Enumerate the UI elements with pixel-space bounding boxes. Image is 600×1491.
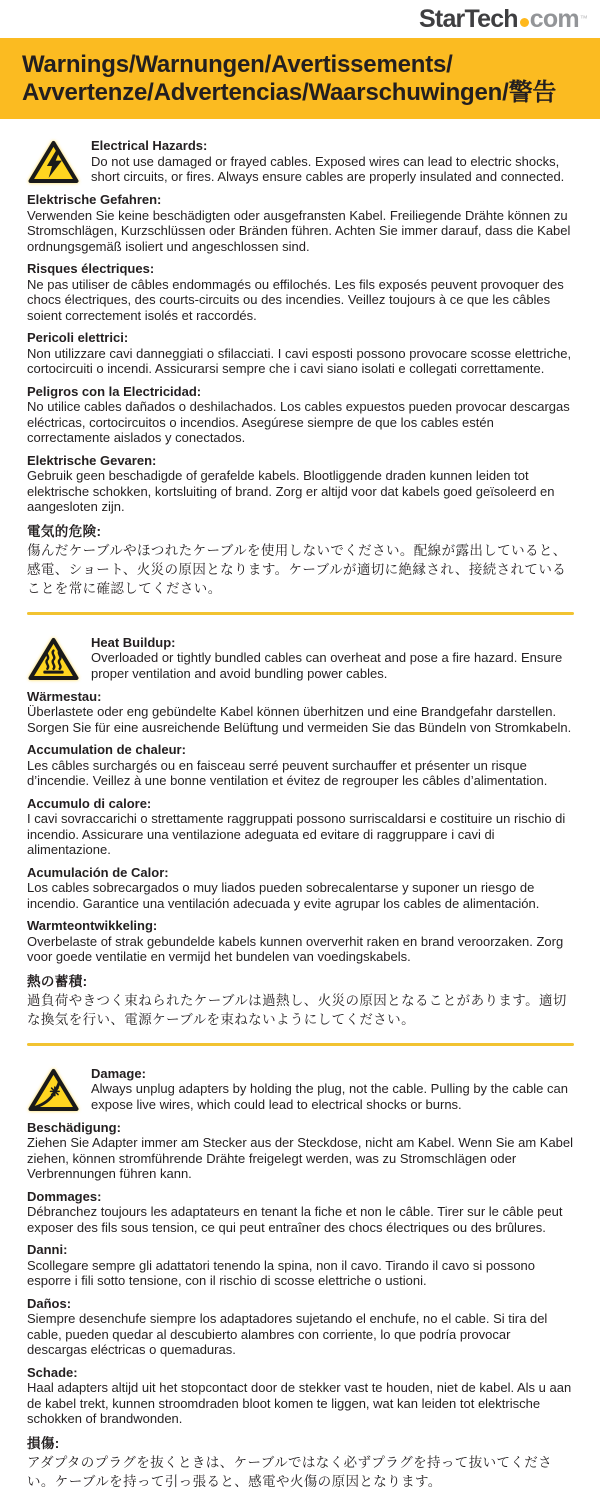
warning-heading: Risques électriques: bbox=[27, 261, 155, 276]
warning-heading: 損傷: bbox=[27, 1435, 60, 1451]
damaged-cable-icon bbox=[27, 1066, 84, 1113]
warning-heading: Peligros con la Electricidad: bbox=[27, 383, 202, 399]
warning-body: Haal adapters altijd uit het stopcontact door de stekker vast te houden, niet de kabel. Als u aan de kabel trekt, kunnen stroomdraden bloot komen te liggen, wat kan leiden tot elektrische schokken of brandwonden. bbox=[27, 1380, 572, 1426]
warning-block bbox=[27, 261, 574, 323]
warning-body: Ne pas utiliser de câbles endommagés ou effilochés. Les fils exposés peuvent provoquer des chocs électriques, des courts-circuits ou des incendies. Veillez toujours à ce que les câbles soient correctement isolés et raccordés. bbox=[27, 276, 564, 323]
warning-heading: Heat Buildup: bbox=[91, 634, 176, 650]
warning-body: I cavi sovraccarichi o strettamente raggruppati possono surriscaldarsi e costituire un rischio di incendio. Assicurare una ventilazione adeguata ed evitare di raggruppare i cavi di alimentazione. bbox=[27, 811, 566, 857]
warning-block bbox=[27, 384, 574, 446]
warning-heading: Electrical Hazards: bbox=[91, 138, 208, 153]
hazard-intro-text bbox=[84, 1066, 574, 1113]
warning-block bbox=[27, 796, 574, 858]
hazard-intro-row bbox=[27, 1066, 574, 1113]
warning-heading: 熱の蓄積: bbox=[27, 973, 88, 989]
warning-heading: Accumulo di calore: bbox=[27, 795, 152, 811]
warning-body: 過負荷やきつく束ねられたケーブルは過熱し、火災の原因となることがあります。適切な換気を行い、電源ケーブルを束ねないようにしてください。 bbox=[27, 992, 567, 1027]
warning-block bbox=[27, 742, 574, 789]
warning-heading: 電気的危険: bbox=[27, 523, 102, 539]
warning-body: Verwenden Sie keine beschädigten oder ausgefransten Kabel. Freiliegende Drähte können zu Stromschlägen, Kurzschlüssen oder Bränden führen. Achten Sie immer darauf, dass die Kabel ordnungsgemäß isoliert und angeschlossen sind. bbox=[27, 207, 571, 254]
warning-heading: Daños: bbox=[27, 1295, 72, 1311]
header bbox=[0, 0, 600, 38]
warning-heading: Accumulation de chaleur: bbox=[27, 742, 186, 757]
warning-block bbox=[27, 1189, 574, 1236]
warning-block bbox=[27, 453, 574, 515]
warning-heading: Danni: bbox=[27, 1242, 68, 1257]
warning-body: No utilice cables dañados o deshilachados. Los cables expuestos pueden provocar descargas eléctricas, cortocircuitos o incendios. Asegúrese siempre de que los cables estén correctamente aislados y conectados. bbox=[27, 399, 570, 445]
warning-heading: Elektrische Gevaren: bbox=[27, 452, 157, 468]
hazard-intro-row bbox=[27, 138, 574, 185]
warning-body: Überlastete oder eng gebündelte Kabel können überhitzen und eine Brandgefahr darstellen. Sorgen Sie für eine ausreichende Belüftung und vermeiden Sie das Bündeln von Stromkabeln. bbox=[27, 704, 572, 735]
warning-body: Los cables sobrecargados o muy liados pueden sobrecalentarse y suponer un riesgo de incendio. Garantice una ventilación adecuada y evite agrupar los cables de alimentación. bbox=[27, 880, 540, 911]
warning-heading: Elektrische Gefahren: bbox=[27, 192, 162, 207]
hazard-intro-row bbox=[27, 635, 574, 682]
warning-block bbox=[27, 522, 574, 598]
section-divider bbox=[27, 612, 574, 615]
hazard-intro-text bbox=[84, 635, 574, 682]
heat-buildup-icon bbox=[27, 635, 84, 682]
warning-body: Siempre desenchufe siempre los adaptadores sujetando el enchufe, no el cable. Si tira del cable, pueden quedar al descubierto alambres con corriente, lo que podría provocar descargas eléctricas o quemaduras. bbox=[27, 1311, 548, 1357]
heat-warning-section bbox=[27, 635, 574, 1029]
warning-body: アダプタのプラグを抜くときは、ケーブルではなく必ずプラグを持って抜いてください。ケーブルを持って引っ張ると、感電や火傷の原因となります。 bbox=[27, 1454, 553, 1489]
warning-block bbox=[27, 1296, 574, 1358]
warnings-content bbox=[0, 119, 600, 1491]
warning-body: Do not use damaged or frayed cables. Exposed wires can lead to electric shocks, short circuits, or fires. Always ensure cables are properly insulated and connected. bbox=[91, 153, 565, 184]
hazard-intro-text bbox=[84, 138, 574, 185]
page-banner bbox=[0, 38, 600, 119]
warning-body: Les câbles surchargés ou en faisceau serré peuvent surchauffer et présenter un risque d’incendie. Veillez à une bonne ventilation et évitez de regrouper les câbles d’alimentation. bbox=[27, 757, 548, 788]
logo-suffix-text: com bbox=[529, 5, 579, 33]
warning-block bbox=[27, 192, 574, 254]
electrical-warning-section bbox=[27, 138, 574, 598]
warning-heading: Wärmestau: bbox=[27, 688, 102, 704]
warning-heading: Pericoli elettrici: bbox=[27, 330, 129, 345]
warning-block bbox=[27, 689, 574, 736]
startech-logo bbox=[419, 6, 587, 32]
warning-heading: Damage: bbox=[91, 1065, 146, 1081]
page-title-line-1: Warnings/Warnungen/Avertissements/ bbox=[22, 51, 453, 78]
warning-block bbox=[27, 1365, 574, 1427]
warning-heading: Beschädigung: bbox=[27, 1119, 121, 1135]
warning-block bbox=[27, 330, 574, 377]
warning-heading: Acumulación de Calor: bbox=[27, 864, 169, 880]
warning-body: Débranchez toujours les adaptateurs en tenant la fiche et non le câble. Tirer sur le câble peut exposer des fils sous tension, ce qui peut entraîner des chocs électriques ou des brûlures. bbox=[27, 1204, 563, 1235]
damage-warning-section bbox=[27, 1066, 574, 1491]
warning-block bbox=[27, 972, 574, 1029]
warning-body: 傷んだケーブルやほつれたケーブルを使用しないでください。配線が露出していると、感電、ショート、火災の原因となります。ケーブルが適切に絶縁され、接続されていることを常に確認してください。 bbox=[27, 542, 567, 596]
warning-heading: Schade: bbox=[27, 1364, 78, 1380]
warning-body: Always unplug adapters by holding the plug, not the cable. Pulling by the cable can expose live wires, which could lead to electrical shocks or burns. bbox=[91, 1081, 568, 1112]
logo-dot-icon bbox=[520, 18, 529, 27]
warning-block bbox=[27, 918, 574, 965]
logo-brand-text: StarTech bbox=[419, 5, 518, 33]
warning-block bbox=[27, 1242, 574, 1289]
warning-heading: Dommages: bbox=[27, 1188, 102, 1204]
warning-body: Scollegare sempre gli adattatori tenendo la spina, non il cavo. Tirando il cavo si possono esporre i fili sotto tensione, con il rischio di scosse elettriche o ustioni. bbox=[27, 1257, 536, 1288]
logo-trademark: ™ bbox=[579, 14, 587, 23]
warning-body: Overbelaste of strak gebundelde kabels kunnen oververhit raken en brand veroorzaken. Zorg voor goede ventilatie en vermijd het bundelen van voedingskabels. bbox=[27, 933, 564, 964]
warning-block bbox=[27, 865, 574, 912]
electrical-hazard-icon bbox=[27, 138, 84, 185]
warning-body: Overloaded or tightly bundled cables can overheat and pose a fire hazard. Ensure proper ventilation and avoid bundling power cables. bbox=[91, 650, 563, 681]
warning-body: Non utilizzare cavi danneggiati o sfilacciati. I cavi esposti possono provocare scosse elettriche, cortocircuiti o incendi. Assicurarsi sempre che i cavi siano isolati e collegati correttamente. bbox=[27, 345, 572, 376]
page-title-line-2: Avvertenze/Advertencias/Waarschuwingen/警告 bbox=[22, 78, 557, 106]
warning-block bbox=[27, 1120, 574, 1182]
warning-body: Ziehen Sie Adapter immer am Stecker aus der Steckdose, nicht am Kabel. Wenn Sie am Kabel ziehen, können stromführende Drähte freigelegt werden, was zu Stromschlägen oder Verbrennungen führen kann. bbox=[27, 1135, 574, 1181]
warning-body: Gebruik geen beschadigde of gerafelde kabels. Blootliggende draden kunnen leiden tot elektrische schokken, kortsluiting of brand. Zorg er altijd voor dat kabels goed geïsoleerd en aangesloten zijn. bbox=[27, 468, 555, 514]
section-divider bbox=[27, 1043, 574, 1046]
warning-heading: Warmteontwikkeling: bbox=[27, 918, 158, 933]
